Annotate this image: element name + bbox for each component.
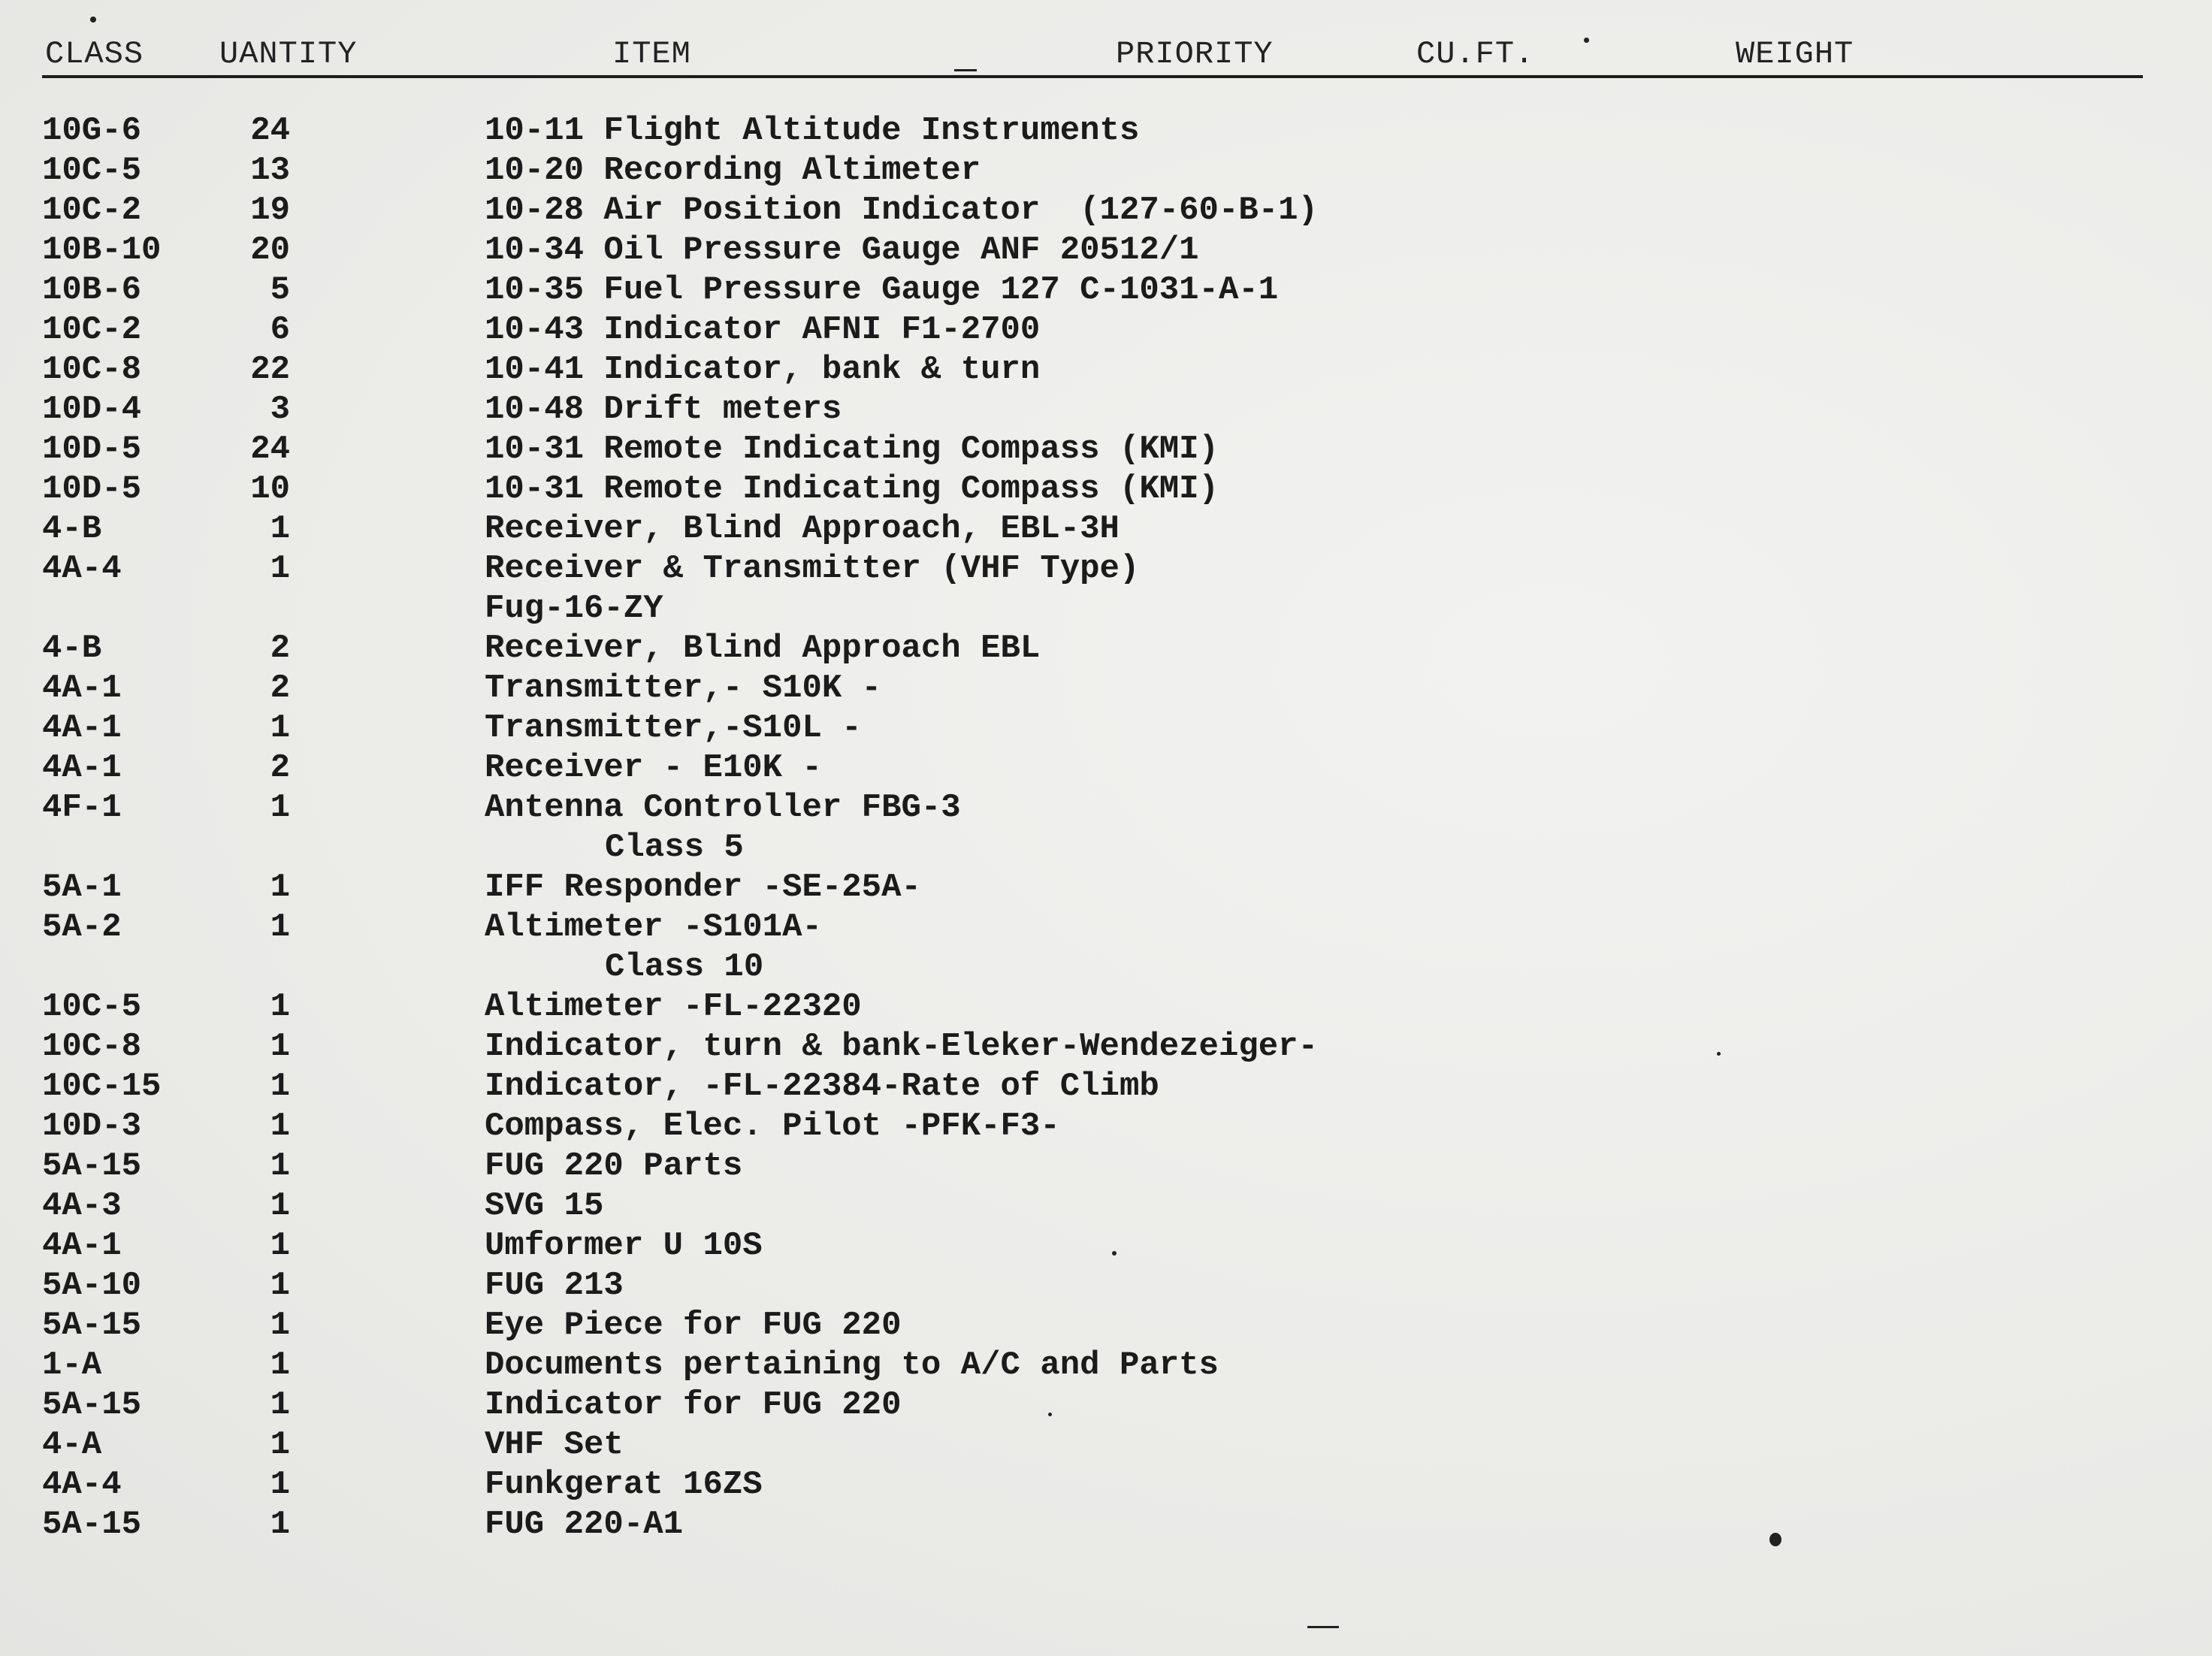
item-cell: Altimeter -S101A- <box>485 908 822 946</box>
table-row <box>0 151 2212 191</box>
item-cell: FUG 220-A1 <box>485 1506 684 1543</box>
table-row <box>0 1266 2212 1306</box>
ink-speck <box>1717 1052 1721 1056</box>
class-cell: 10B-10 <box>42 231 162 269</box>
item-cell: Receiver, Blind Approach, EBL-3H <box>485 510 1120 548</box>
item-cell: Compass, Elec. Pilot -PFK-F3- <box>485 1108 1060 1145</box>
table-row <box>0 1027 2212 1067</box>
item-cell: Indicator for FUG 220 <box>485 1386 902 1424</box>
item-cell: 10-43 Indicator AFNI F1-2700 <box>485 311 1041 349</box>
item-cell: 10-31 Remote Indicating Compass (KMI) <box>485 470 1219 508</box>
class-cell: 10G-6 <box>42 112 142 150</box>
item-cell: Eye Piece for FUG 220 <box>485 1307 902 1344</box>
class-cell: 4A-1 <box>42 1227 122 1265</box>
item-cell: 10-28 Air Position Indicator (127-60-B-1) <box>485 192 1318 229</box>
quantity-cell: 1 <box>270 789 290 826</box>
class-cell: 4A-1 <box>42 709 122 747</box>
quantity-cell: 22 <box>250 351 290 388</box>
item-cell: 10-34 Oil Pressure Gauge ANF 20512/1 <box>485 231 1199 269</box>
quantity-cell: 1 <box>270 1386 290 1424</box>
item-cell: IFF Responder -SE-25A- <box>485 869 921 906</box>
class-cell: 10B-6 <box>42 271 142 309</box>
item-cell: Indicator, turn & bank-Eleker-Wendezeiger- <box>485 1028 1318 1065</box>
item-cell: FUG 213 <box>485 1267 624 1304</box>
table-row <box>0 828 2212 868</box>
table-row <box>0 231 2212 270</box>
table-row <box>0 1306 2212 1346</box>
header-quantity: UANTITY <box>219 36 358 72</box>
table-row <box>0 310 2212 350</box>
quantity-cell: 1 <box>270 908 290 946</box>
table-row <box>0 589 2212 629</box>
table-row <box>0 1107 2212 1147</box>
item-cell: 10-20 Recording Altimeter <box>485 152 981 189</box>
table-row <box>0 111 2212 151</box>
table-row <box>0 1505 2212 1545</box>
class-cell: 10D-3 <box>42 1108 142 1145</box>
item-cell: Antenna Controller FBG-3 <box>485 789 961 826</box>
table-row <box>0 1386 2212 1425</box>
quantity-cell: 1 <box>270 1187 290 1225</box>
item-cell: 10-41 Indicator, bank & turn <box>485 351 1041 388</box>
class-cell: 10C-5 <box>42 152 142 189</box>
class-cell: 4A-1 <box>42 749 122 787</box>
quantity-cell: 1 <box>270 1068 290 1105</box>
class-cell: 10D-4 <box>42 391 142 428</box>
table-row <box>0 191 2212 231</box>
table-row <box>0 430 2212 470</box>
quantity-cell: 1 <box>270 709 290 747</box>
table-row <box>0 470 2212 509</box>
table-row <box>0 987 2212 1027</box>
class-cell: 5A-2 <box>42 908 122 946</box>
class-cell: 4-B <box>42 630 102 667</box>
header-priority: PRIORITY <box>1116 36 1274 72</box>
quantity-cell: 13 <box>250 152 290 189</box>
quantity-cell: 1 <box>270 1227 290 1265</box>
class-cell: 10C-2 <box>42 311 142 349</box>
table-row <box>0 350 2212 390</box>
quantity-cell: 2 <box>270 630 290 667</box>
item-cell: Altimeter -FL-22320 <box>485 988 862 1026</box>
header-class: CLASS <box>45 36 144 72</box>
item-cell: Documents pertaining to A/C and Parts <box>485 1346 1219 1384</box>
class-cell: 4A-3 <box>42 1187 122 1225</box>
quantity-cell: 24 <box>250 431 290 468</box>
class-cell: 10D-5 <box>42 431 142 468</box>
quantity-cell: 1 <box>270 550 290 588</box>
quantity-cell: 1 <box>270 1426 290 1464</box>
ink-speck <box>1584 38 1589 43</box>
class-cell: 4A-4 <box>42 550 122 588</box>
item-cell: Indicator, -FL-22384-Rate of Climb <box>485 1068 1159 1105</box>
item-cell: 10-35 Fuel Pressure Gauge 127 C-1031-A-1 <box>485 271 1279 309</box>
item-cell: Receiver & Transmitter (VHF Type) <box>485 550 1140 588</box>
header-weight: WEIGHT <box>1736 36 1854 72</box>
section-heading: Class 5 <box>605 829 744 866</box>
class-cell: 4-B <box>42 510 102 548</box>
class-cell: 5A-15 <box>42 1147 142 1185</box>
quantity-cell: 1 <box>270 1267 290 1304</box>
item-cell: Transmitter,-S10L - <box>485 709 862 747</box>
table-row <box>0 748 2212 788</box>
class-cell: 10C-8 <box>42 351 142 388</box>
ink-speck <box>1112 1251 1117 1256</box>
quantity-cell: 1 <box>270 1346 290 1384</box>
quantity-cell: 5 <box>270 271 290 309</box>
class-cell: 4A-1 <box>42 669 122 707</box>
ink-speck <box>1048 1413 1052 1416</box>
table-row <box>0 390 2212 430</box>
table-row <box>0 1425 2212 1465</box>
table-row <box>0 270 2212 310</box>
quantity-cell: 1 <box>270 1307 290 1344</box>
header-rule <box>42 75 2143 78</box>
quantity-cell: 2 <box>270 749 290 787</box>
class-cell: 1-A <box>42 1346 102 1384</box>
table-row <box>0 1465 2212 1505</box>
item-cell: Receiver, Blind Approach EBL <box>485 630 1041 667</box>
table-row <box>0 1226 2212 1266</box>
class-cell: 5A-15 <box>42 1307 142 1344</box>
table-row <box>0 669 2212 709</box>
class-cell: 4F-1 <box>42 789 122 826</box>
ink-speck <box>90 17 96 23</box>
class-cell: 10C-15 <box>42 1068 162 1105</box>
quantity-cell: 2 <box>270 669 290 707</box>
class-cell: 5A-1 <box>42 869 122 906</box>
quantity-cell: 1 <box>270 988 290 1026</box>
ink-mark <box>954 69 977 71</box>
class-cell: 5A-10 <box>42 1267 142 1304</box>
item-cell: SVG 15 <box>485 1187 604 1225</box>
quantity-cell: 1 <box>270 1147 290 1185</box>
table-row <box>0 947 2212 987</box>
item-cell: 10-48 Drift meters <box>485 391 842 428</box>
quantity-cell: 20 <box>250 231 290 269</box>
item-cell: Fug-16-ZY <box>485 590 663 627</box>
ink-speck <box>1769 1533 1781 1546</box>
item-cell: Funkgerat 16ZS <box>485 1466 763 1503</box>
item-cell: FUG 220 Parts <box>485 1147 743 1185</box>
quantity-cell: 1 <box>270 1506 290 1543</box>
class-cell: 10D-5 <box>42 470 142 508</box>
table-row <box>0 1346 2212 1386</box>
item-cell: Transmitter,- S10K - <box>485 669 882 707</box>
quantity-cell: 19 <box>250 192 290 229</box>
quantity-cell: 6 <box>270 311 290 349</box>
class-cell: 10C-2 <box>42 192 142 229</box>
table-row <box>0 1147 2212 1186</box>
quantity-cell: 3 <box>270 391 290 428</box>
section-heading: Class 10 <box>605 948 764 986</box>
item-cell: Receiver - E10K - <box>485 749 822 787</box>
item-cell: 10-11 Flight Altitude Instruments <box>485 112 1140 150</box>
class-cell: 4-A <box>42 1426 102 1464</box>
class-cell: 5A-15 <box>42 1506 142 1543</box>
item-cell: VHF Set <box>485 1426 624 1464</box>
quantity-cell: 24 <box>250 112 290 150</box>
table-row <box>0 709 2212 748</box>
class-cell: 5A-15 <box>42 1386 142 1424</box>
item-cell: Umformer U 10S <box>485 1227 763 1265</box>
class-cell: 10C-8 <box>42 1028 142 1065</box>
header-cuft: CU.FT. <box>1416 36 1535 72</box>
quantity-cell: 1 <box>270 869 290 906</box>
table-row <box>0 908 2212 947</box>
table-row <box>0 788 2212 828</box>
table-row <box>0 1067 2212 1107</box>
inventory-table <box>0 111 2212 1545</box>
quantity-cell: 1 <box>270 1108 290 1145</box>
table-row <box>0 509 2212 549</box>
header-item: ITEM <box>612 36 691 72</box>
quantity-cell: 1 <box>270 1028 290 1065</box>
class-cell: 4A-4 <box>42 1466 122 1503</box>
ink-mark <box>1307 1626 1339 1628</box>
table-row <box>0 1186 2212 1226</box>
quantity-cell: 1 <box>270 510 290 548</box>
quantity-cell: 10 <box>250 470 290 508</box>
quantity-cell: 1 <box>270 1466 290 1503</box>
item-cell: 10-31 Remote Indicating Compass (KMI) <box>485 431 1219 468</box>
class-cell: 10C-5 <box>42 988 142 1026</box>
table-row <box>0 868 2212 908</box>
table-row <box>0 549 2212 589</box>
table-row <box>0 629 2212 669</box>
